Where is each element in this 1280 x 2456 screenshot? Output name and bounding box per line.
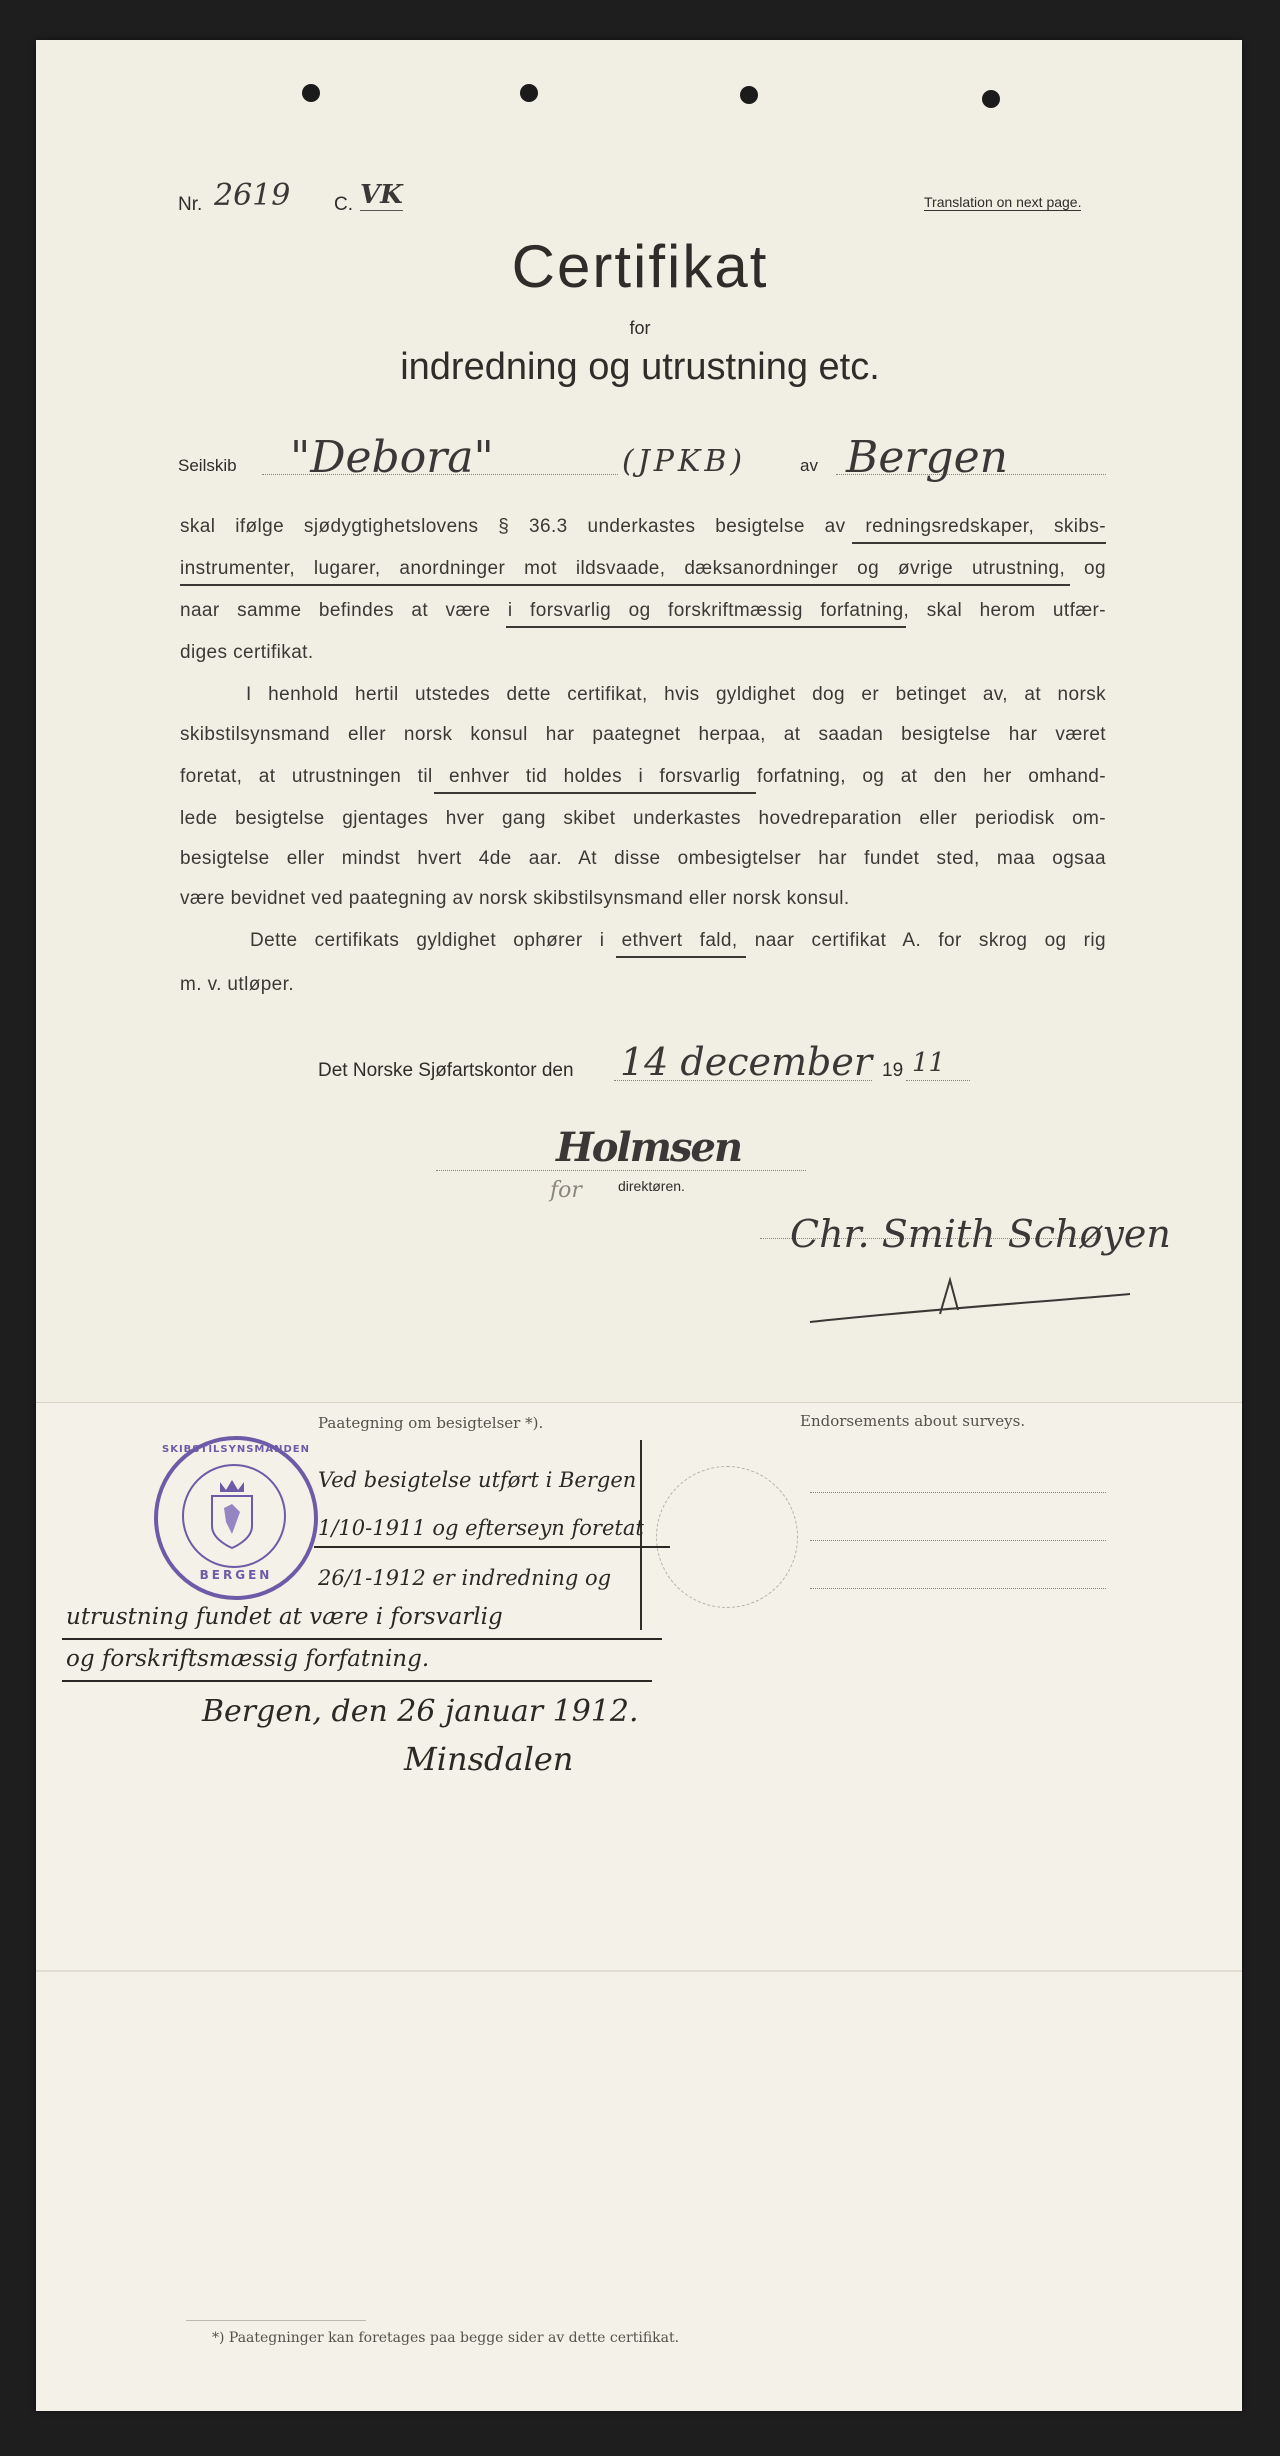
body-line: foretat, at utrustningen til enhver tid holdes i forsvarlig forfatning, og at den her omhand-: [180, 766, 1106, 787]
endorsement-rule: [314, 1546, 670, 1548]
document-title: Certifikat: [511, 233, 769, 300]
body-line: skibstilsynsmand eller norsk konsul har paategnet herpaa, at saadan besigtelse har været: [180, 724, 1106, 745]
punch-hole: [520, 84, 538, 102]
endorsement-heading-left: Paategning om besigtelser *).: [318, 1414, 544, 1432]
endorsement-dotted-line: [810, 1588, 1106, 1589]
punch-hole: [740, 86, 758, 104]
endorsement-dotted-line: [810, 1492, 1106, 1493]
stamp-outline: [656, 1466, 798, 1608]
endorsement-place-date: Bergen, den 26 januar 1912.: [202, 1694, 639, 1729]
endorsement-line: utrustning fundet at være i forsvarlig: [66, 1604, 503, 1630]
year-prefix: 19: [882, 1060, 904, 1081]
stamp-text-bottom: BERGEN: [199, 1568, 273, 1582]
title-for: for: [629, 318, 651, 338]
punch-hole: [302, 84, 320, 102]
body-line: naar samme befindes at være i forsvarlig og forskriftmæssig forfatning, skal herom utfær-: [180, 600, 1106, 621]
ship-name: "Debora": [290, 432, 494, 483]
body-line: skal ifølge sjødygtighetslovens § 36.3 underkastes besigtelse av redningsredskaper, skibs-: [180, 516, 1106, 537]
endorsement-line: Ved besigtelse utført i Bergen: [318, 1468, 637, 1492]
body-line: besigtelse eller mindst hvert 4de aar. At disse ombesigtelser har fundet sted, maa ogsaa: [180, 848, 1106, 869]
underline-mark: [506, 626, 906, 628]
ship-type-label: Seilskib: [178, 456, 237, 475]
endorsement-heading-right: Endorsements about surveys.: [800, 1412, 1026, 1430]
director-label: direktøren.: [618, 1178, 685, 1194]
body-line: lede besigtelse gjentages hver gang skibet underkastes hovedreparation eller periodisk om-: [180, 808, 1106, 829]
av-label: av: [800, 456, 818, 475]
body-line: Dette certifikats gyldighet ophører i ethvert fald, naar certifikat A. for skrog og rig: [250, 930, 1106, 951]
endorsement-line: og forskriftsmæssig forfatning.: [66, 1646, 430, 1672]
punch-hole: [982, 90, 1000, 108]
body-line: diges certifikat.: [180, 642, 314, 663]
footnote: *) Paategninger kan foretages paa begge sider av dette certifikat.: [212, 2330, 680, 2346]
endorsement-dotted-line: [810, 1540, 1106, 1541]
endorsement-rule: [62, 1680, 652, 1682]
endorsement-rule: [62, 1638, 662, 1640]
year-dotted-line: [906, 1080, 970, 1081]
call-sign: (JPKB): [622, 444, 747, 479]
certificate-number: 2619: [214, 178, 291, 213]
underline-mark: [434, 792, 756, 794]
class-value: VK: [360, 180, 403, 210]
year-suffix: 11: [912, 1048, 946, 1078]
stamp-text-top: SKIBSTILSYNSMANDEN: [162, 1444, 310, 1455]
body-line: være bevidnet ved paategning av norsk skibstilsynsmand eller norsk konsul.: [180, 888, 850, 909]
body-line: m. v. utløper.: [180, 974, 294, 995]
official-stamp: [154, 1436, 318, 1600]
second-signature: Chr. Smith Schøyen: [790, 1212, 1171, 1256]
underline-mark: [852, 542, 1106, 544]
body-line: I henhold hertil utstedes dette certifikat, hvis gyldighet dog er betinget av, at norsk: [246, 684, 1106, 705]
class-label: C.: [334, 194, 353, 215]
number-label: Nr.: [178, 194, 203, 215]
surveyor-signature: Minsdalen: [404, 1740, 574, 1778]
issue-date: 14 december: [620, 1040, 873, 1084]
footnote-rule: [186, 2320, 366, 2321]
issuer-label: Det Norske Sjøfartskontor den: [318, 1060, 574, 1081]
home-port: Bergen: [846, 432, 1008, 483]
underline-mark: [616, 956, 746, 958]
for-label: for: [550, 1178, 582, 1203]
document-subtitle: indredning og utrustning etc.: [400, 346, 880, 388]
endorsement-line: 1/10-1911 og efterseyn foretat: [318, 1516, 644, 1540]
endorsement-line: 26/1-1912 er indredning og: [318, 1566, 612, 1590]
translation-note: Translation on next page.: [924, 194, 1082, 210]
body-line: instrumenter, lugarer, anordninger mot ildsvaade, dæksanordninger og øvrige utrustning, og: [180, 558, 1106, 579]
underline-mark: [180, 584, 1070, 586]
director-signature: Holmsen: [556, 1124, 742, 1171]
fold-line: [36, 1970, 1242, 1972]
coat-of-arms-icon: [202, 1474, 262, 1554]
signature-flourish: [800, 1270, 1140, 1330]
